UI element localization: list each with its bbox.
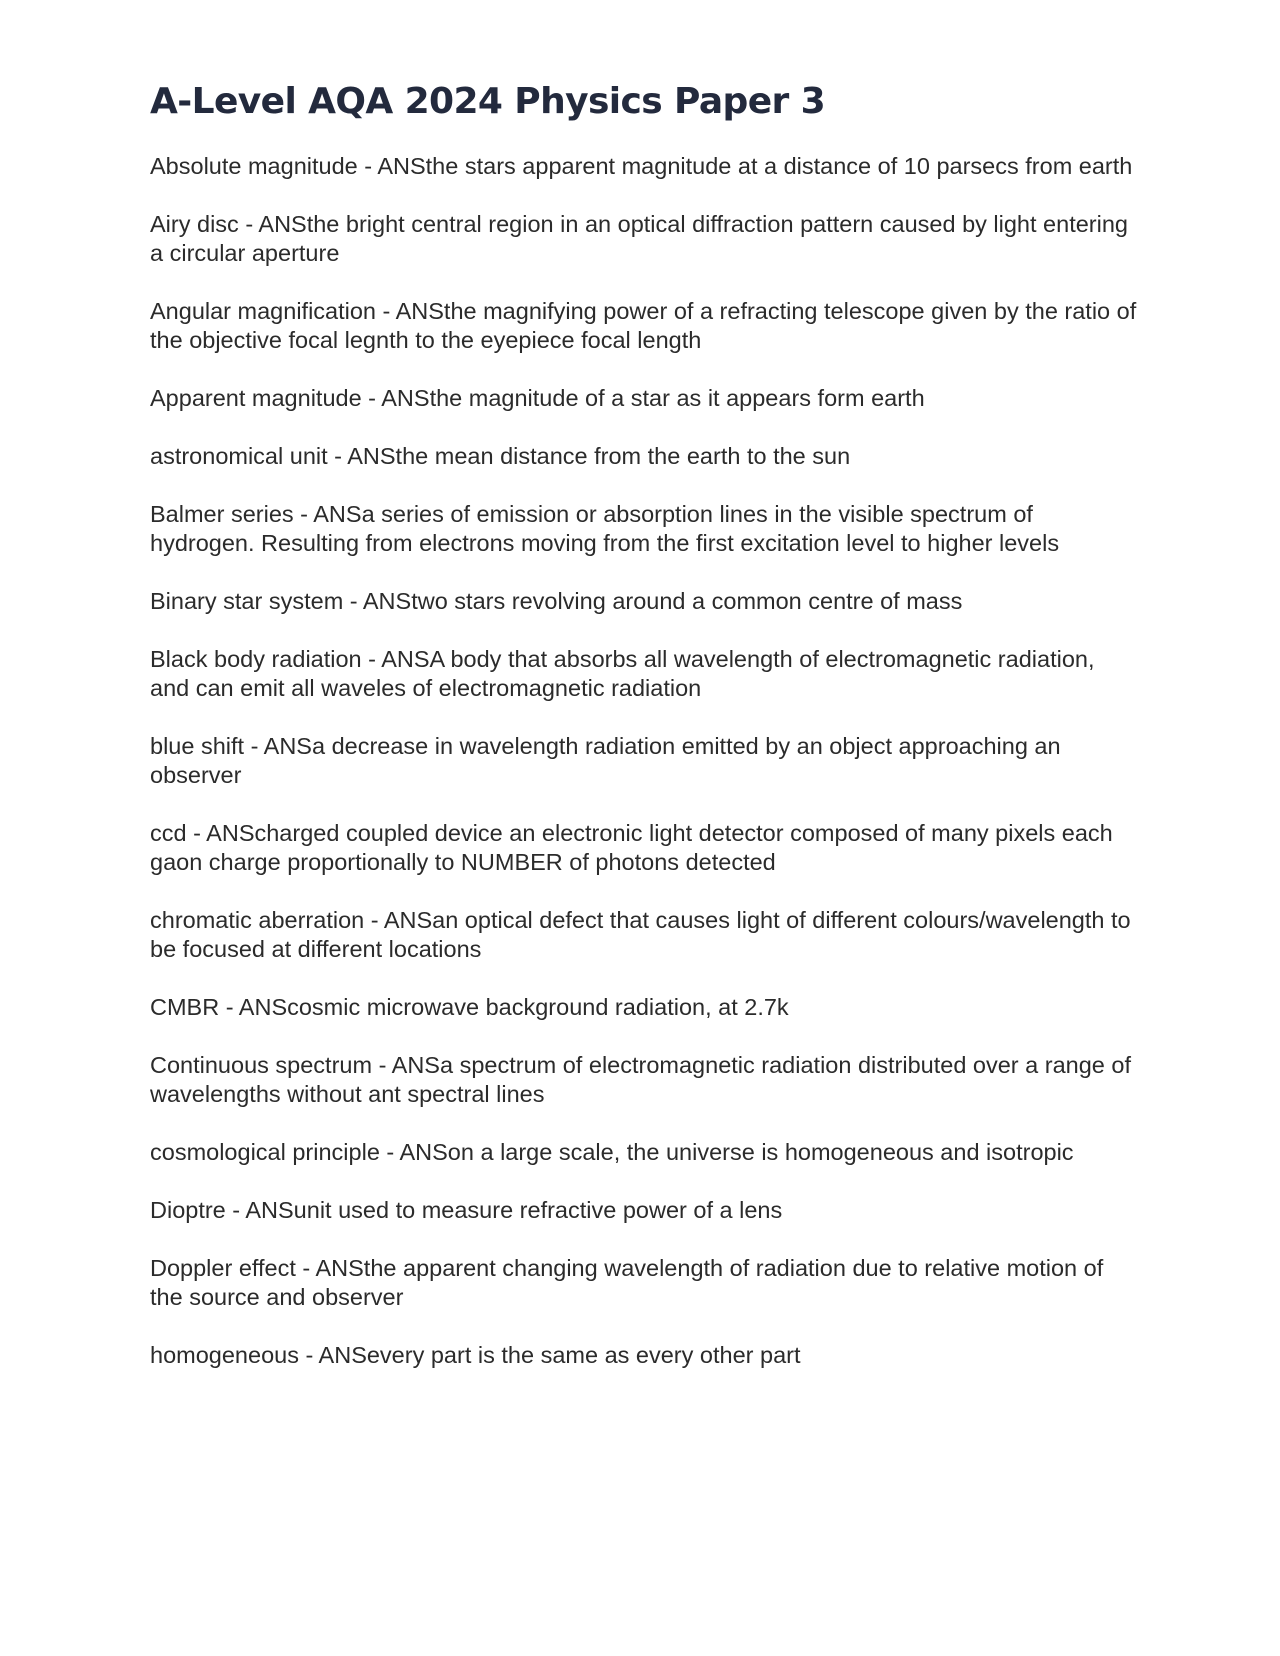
entry-term: Dioptre - [150, 1197, 245, 1223]
page-title: A-Level AQA 2024 Physics Paper 3 [150, 81, 826, 122]
entry-answer: ANSthe stars apparent magnitude at a distance of 10 parsecs from earth [377, 153, 1133, 179]
entry-term: Continuous spectrum - [150, 1052, 392, 1078]
glossary-entry [150, 906, 1140, 964]
entry-term: Black body radiation - [150, 646, 381, 672]
glossary-entry [150, 819, 1140, 877]
glossary-entry [150, 732, 1140, 790]
entry-answer: ANSevery part is the same as every other part [318, 1342, 801, 1368]
glossary-entry [150, 587, 1140, 616]
entry-answer: ANSunit used to measure refractive power of a lens [245, 1197, 783, 1223]
entry-answer: ANSthe magnitude of a star as it appears form earth [381, 385, 925, 411]
entry-answer: ANSon a large scale, the universe is homogeneous and isotropic [399, 1139, 1074, 1165]
entry-answer: ANStwo stars revolving around a common centre of mass [362, 588, 963, 614]
glossary-entry [150, 993, 1140, 1022]
glossary-entry [150, 384, 1140, 413]
entry-term: Absolute magnitude - [150, 153, 377, 179]
document-content [150, 78, 1140, 1399]
entry-term: chromatic aberration - [150, 907, 384, 933]
glossary-entry [150, 645, 1140, 703]
glossary-list [150, 152, 1140, 1370]
entry-term: astronomical unit - [150, 443, 347, 469]
entry-answer: ANSan optical defect that causes light of different colours/wavelength to be focused at different locations [150, 907, 1131, 962]
entry-answer: ANSthe mean distance from the earth to the sun [347, 443, 851, 469]
entry-term: cosmological principle - [150, 1139, 399, 1165]
entry-term: Balmer series - [150, 501, 313, 527]
entry-answer: ANSa spectrum of electromagnetic radiation distributed over a range of wavelengths without ant spectral lines [150, 1052, 1131, 1107]
entry-answer: ANSa decrease in wavelength radiation emitted by an object approaching an observer [150, 733, 1061, 788]
glossary-entry [150, 152, 1140, 181]
entry-term: Airy disc - [150, 211, 258, 237]
entry-answer: ANSthe apparent changing wavelength of radiation due to relative motion of the source and observer [150, 1255, 1104, 1310]
glossary-entry [150, 442, 1140, 471]
entry-term: ccd - [150, 820, 206, 846]
entry-term: Apparent magnitude - [150, 385, 381, 411]
entry-answer: ANSa series of emission or absorption lines in the visible spectrum of hydrogen. Resulting from electrons moving from the first excitation level to higher levels [150, 501, 1060, 556]
glossary-entry [150, 1196, 1140, 1225]
glossary-entry [150, 297, 1140, 355]
glossary-entry [150, 1341, 1140, 1370]
entry-answer: ANSthe bright central region in an optical diffraction pattern caused by light entering a circular aperture [150, 211, 1128, 266]
entry-term: Binary star system - [150, 588, 363, 614]
entry-term: homogeneous - [150, 1342, 319, 1368]
entry-term: CMBR - [150, 994, 239, 1020]
entry-answer: ANSthe magnifying power of a refracting telescope given by the ratio of the objective focal legnth to the eyepiece focal length [150, 298, 1137, 353]
glossary-entry [150, 1254, 1140, 1312]
entry-answer: ANScharged coupled device an electronic light detector composed of many pixels each gaon charge proportionally to NUMBER of photons detected [150, 820, 1113, 875]
entry-term: Angular magnification - [150, 298, 396, 324]
entry-term: blue shift - [150, 733, 264, 759]
glossary-entry [150, 1051, 1140, 1109]
entry-term: Doppler effect - [150, 1255, 315, 1281]
entry-answer: ANScosmic microwave background radiation, at 2.7k [238, 994, 789, 1020]
glossary-entry [150, 500, 1140, 558]
glossary-entry [150, 1138, 1140, 1167]
glossary-entry [150, 210, 1140, 268]
entry-answer: ANSA body that absorbs all wavelength of electromagnetic radiation, and can emit all waveles of electromagnetic radiation [150, 646, 1095, 701]
